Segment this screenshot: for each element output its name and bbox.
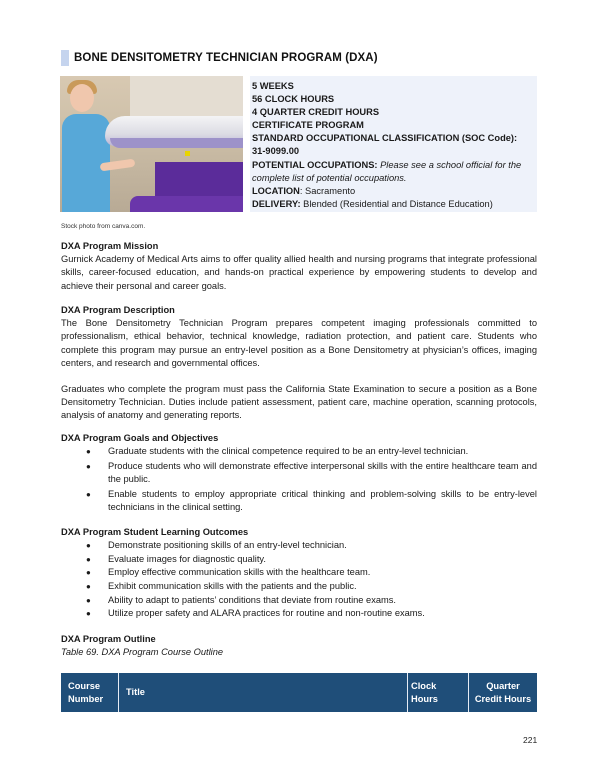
page-number: 221: [523, 735, 538, 745]
description-paragraph-1: The Bone Densitometry Technician Program prepares competent imaging professionals committed to professionalism, ethical behavior, technical knowledge, radiation protection, and patient care. Students who complete this program may pursue an entry-level position as a Bone Densitometry at physician’s offices, imaging centers, and research and governmental offices.: [61, 318, 537, 368]
column-header-course-number: Course Number: [68, 680, 104, 704]
program-info-box: [250, 76, 537, 212]
table-caption: Table 69. DXA Program Course Outline: [61, 647, 224, 658]
location: [252, 185, 535, 198]
delivery-label: DELIVERY:: [252, 198, 301, 209]
goals-list: [61, 445, 537, 514]
photo-caption: Stock photo from canva.com.: [61, 223, 146, 230]
column-header-title: Title: [118, 673, 407, 712]
outcome-item: ● Evaluate images for diagnostic quality.: [61, 553, 537, 567]
delivery-value: Blended (Residential and Distance Education): [300, 198, 493, 209]
program-type: CERTIFICATE PROGRAM: [252, 120, 364, 131]
course-outline-table-header: [61, 673, 537, 712]
outcome-item: ● Utilize proper safety and ALARA practices for routine and non-routine exams.: [61, 607, 537, 621]
description-section: [61, 304, 537, 423]
outcomes-heading: DXA Program Student Learning Outcomes: [61, 527, 249, 537]
location-label: LOCATION: [252, 185, 300, 196]
outcomes-list: [61, 539, 537, 621]
description-paragraph-2: Graduates who complete the program must pass the California State Examination to secure a position as a Bone Densitometry Technician. Duties include patient assessment, patient care, machine operation, scanning protocols, analysis of anatomy and generating reports.: [61, 384, 537, 421]
goals-section: [61, 432, 537, 516]
occupations-label: POTENTIAL OCCUPATIONS:: [252, 159, 378, 170]
goal-item: ● Graduate students with the clinical competence required to be an entry-level technician.: [61, 445, 537, 458]
outcomes-section: [61, 526, 537, 621]
location-value: : Sacramento: [299, 185, 356, 196]
delivery: [252, 198, 535, 211]
outcome-item: ● Employ effective communication skills with the healthcare team.: [61, 566, 537, 580]
goals-heading: DXA Program Goals and Objectives: [61, 433, 219, 443]
outcome-item: ● Ability to adapt to patients’ conditions that deviate from routine exams.: [61, 594, 537, 608]
column-header-quarter-credit-hours: Quarter Credit Hours: [468, 673, 537, 712]
mission-heading: DXA Program Mission: [61, 241, 159, 251]
mission-section: [61, 240, 537, 293]
mission-text: Gurnick Academy of Medical Arts aims to offer quality allied health and nursing programs that integrate professional skills, career-focused education, and hands-on practical experience by empowering students to develop and achieve their personal and career goals.: [61, 254, 537, 291]
page-title-text: BONE DENSITOMETRY TECHNICIAN PROGRAM (DXA): [74, 52, 378, 64]
soc-code: 31-9099.00: [252, 146, 300, 157]
outcome-item: ● Exhibit communication skills with the patients and the public.: [61, 580, 537, 594]
title-marker: [61, 50, 69, 66]
program-credit-hours: 4 QUARTER CREDIT HOURS: [252, 107, 380, 118]
occupations-value: Please see a school official for the complete list of potential occupations.: [252, 159, 522, 183]
program-duration: 5 WEEKS: [252, 81, 294, 91]
outcome-item: ● Demonstrate positioning skills of an entry-level technician.: [61, 539, 537, 553]
outline-heading: DXA Program Outline: [61, 634, 156, 644]
potential-occupations: [252, 159, 535, 185]
outline-section: [61, 633, 537, 659]
column-header-clock-hours: Clock Hours: [407, 673, 468, 712]
soc-label: STANDARD OCCUPATIONAL CLASSIFICATION (SOC Code):: [252, 133, 518, 144]
program-photo: [60, 76, 243, 212]
description-heading: DXA Program Description: [61, 305, 175, 315]
goal-item: ● Produce students who will demonstrate effective interpersonal skills with the entire healthcare team and the public.: [61, 460, 537, 486]
goal-item: ● Enable students to employ appropriate critical thinking and problem-solving skills to be entry-level technicians in the clinical setting.: [61, 488, 537, 514]
program-clock-hours: 56 CLOCK HOURS: [252, 94, 335, 105]
page-title: [61, 50, 378, 66]
